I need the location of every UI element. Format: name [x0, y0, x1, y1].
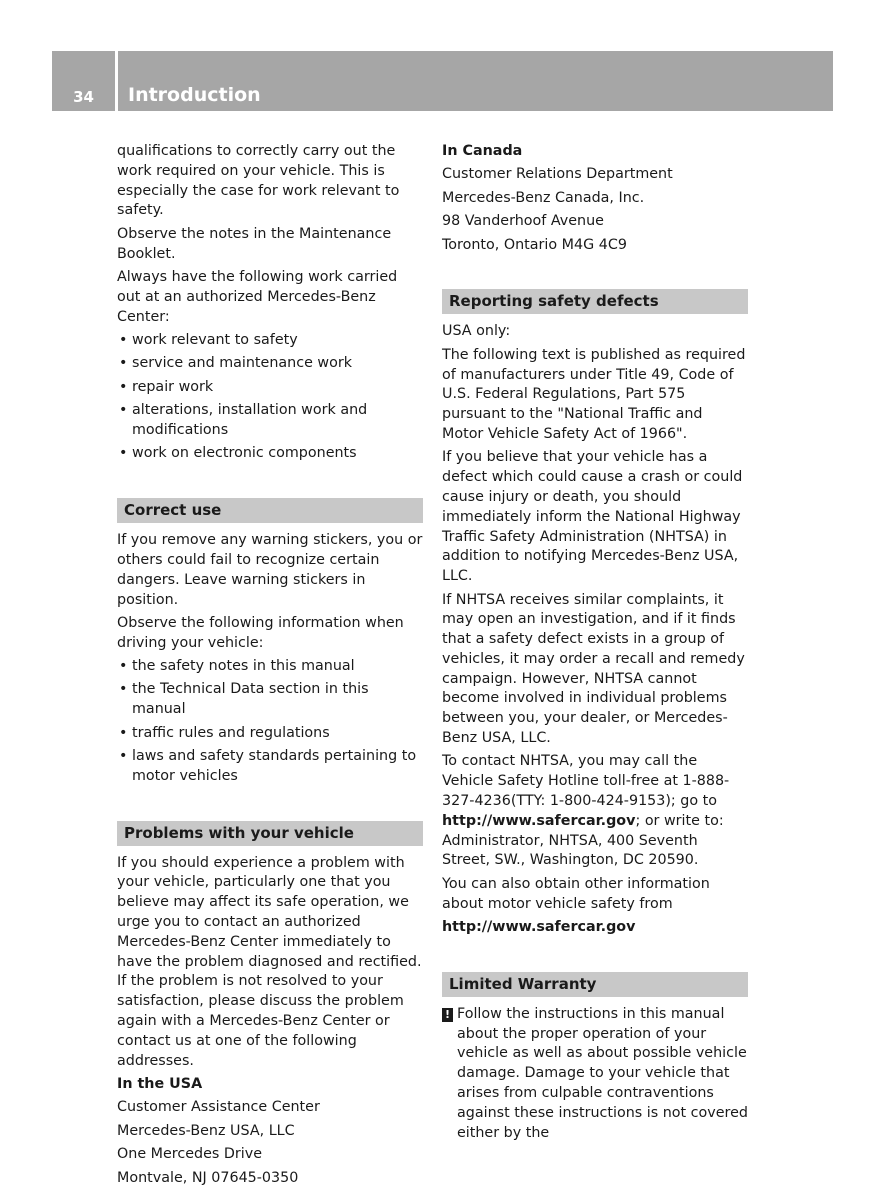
paragraph: Always have the following work carried out at an authorized Mercedes-Benz Center: — [117, 268, 398, 325]
left-column — [117, 142, 423, 1192]
list-item: • traffic rules and regulations — [117, 724, 423, 744]
list-item: • repair work — [117, 378, 423, 398]
reporting-heading: Reporting safety defects — [442, 289, 748, 314]
driving-info-list — [117, 657, 423, 787]
section-title: Introduction — [128, 84, 261, 106]
address-line: Mercedes-Benz USA, LLC — [117, 1122, 295, 1139]
address-line: Mercedes-Benz Canada, Inc. — [442, 189, 645, 206]
canada-label: In Canada — [442, 143, 523, 159]
address-line: Customer Relations Department — [442, 166, 673, 183]
paragraph: If you believe that your vehicle has a defect which could cause a crash or could cause injury or death, you should immediately inform the National Highway Traffic Safety Administration (NHTSA) in addition to notifying Mercedes-Benz USA, LLC. — [442, 449, 743, 585]
paragraph: If you should experience a problem with your vehicle, particularly one that you believe may affect its safe operation, we urge you to contact an authorized Mercedes-Benz Center immediately to have the problem diagnosed and rectified. If the problem is not resolved to your satisfaction, please discuss the problem again with a Mercedes-Benz Center or contact us at one of the following addresses. — [117, 854, 422, 1069]
paragraph: USA only: — [442, 323, 511, 340]
address-line: Montvale, NJ 07645-0350 — [117, 1169, 299, 1186]
page-number: 34 — [73, 88, 94, 106]
list-item: • laws and safety standards pertaining to motor vehicles — [117, 747, 423, 787]
address-line: 98 Vanderhoof Avenue — [442, 213, 604, 230]
list-item: • service and maintenance work — [117, 354, 423, 374]
paragraph: Observe the notes in the Maintenance Booklet. — [117, 225, 392, 262]
text: ; or write to: Administrator, NHTSA, 400 Seventh Street, SW., Washington, DC 20590. — [442, 812, 724, 869]
address-line: Customer Assistance Center — [117, 1099, 320, 1116]
problems-heading: Problems with your vehicle — [117, 821, 423, 846]
warranty-heading: Limited Warranty — [442, 972, 748, 997]
paragraph: The following text is published as required of manufacturers under Title 49, Code of U.S. Federal Regulations, Part 575 pursuant to the "National Traffic and Motor Vehicle Safety Act of 1966". — [442, 346, 746, 442]
correct-use-heading: Correct use — [117, 498, 423, 523]
list-item: • work on electronic components — [117, 444, 423, 464]
list-item: • the Technical Data section in this manual — [117, 680, 423, 720]
paragraph: Observe the following information when driving your vehicle: — [117, 614, 404, 651]
text: To contact NHTSA, you may call the Vehicle Safety Hotline toll-free at 1-888-327-4236(TTY: 1-800-424-9153); go to — [442, 753, 730, 810]
note-text: Follow the instructions in this manual about the proper operation of your vehicle as well as about possible vehicle damage. Damage to your vehicle that arises from culpable contraventions against these instructions is not covered either by the — [457, 1005, 748, 1141]
paragraph: qualifications to correctly carry out the work required on your vehicle. This is especially the case for work relevant to safety. — [117, 143, 400, 219]
paragraph — [442, 752, 748, 871]
list-item: • alterations, installation work and modifications — [117, 401, 423, 441]
paragraph: If you remove any warning stickers, you or others could fail to recognize certain dangers. Leave warning stickers in position. — [117, 532, 423, 608]
header-divider — [115, 51, 118, 111]
paragraph: If NHTSA receives similar complaints, it may open an investigation, and if it finds that a safety defect exists in a group of vehicles, it may order a recall and remedy campaign. However, NHTSA cannot become involved in individual problems between you, your dealer, or Mercedes-Benz USA, LLC. — [442, 591, 745, 747]
usa-label: In the USA — [117, 1076, 203, 1092]
exclamation-icon: ! — [442, 1008, 453, 1022]
warning-note — [442, 1005, 748, 1144]
work-list — [117, 331, 423, 464]
list-item: • the safety notes in this manual — [117, 657, 423, 677]
paragraph: You can also obtain other information about motor vehicle safety from — [442, 875, 710, 912]
address-line: One Mercedes Drive — [117, 1146, 262, 1163]
address-line: Toronto, Ontario M4G 4C9 — [442, 236, 627, 253]
right-column — [442, 142, 748, 1143]
list-item: • work relevant to safety — [117, 331, 423, 351]
safercar-link[interactable]: http://www.safercar.gov — [442, 919, 636, 936]
safercar-link[interactable]: http://www.safercar.gov — [442, 812, 636, 829]
